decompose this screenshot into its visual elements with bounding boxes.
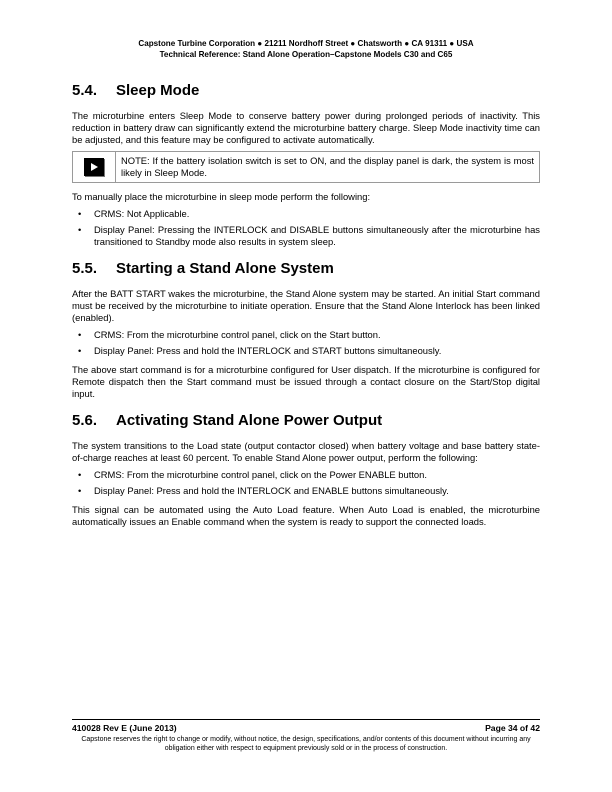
activating-intro: The system transitions to the Load state (output contactor closed) when battery voltage and base battery state-of-charge reaches at least 60 percent. To enable Stand Alone power output, perform the following: — [72, 440, 540, 463]
section-heading-sleep-mode — [72, 82, 540, 100]
page-footer — [72, 719, 540, 753]
sleep-mode-list — [72, 208, 540, 248]
document-id: 410028 Rev E (June 2013) — [72, 723, 177, 733]
section-title: Activating Stand Alone Power Output — [116, 412, 383, 429]
main-content — [72, 78, 540, 528]
starting-outro: The above start command is for a microturbine configured for User dispatch. If the microturbine is configured for Remote dispatch then the Start command must be issued through a contact closure on the Start/Stop digital input. — [72, 364, 540, 399]
header-reference-line: Technical Reference: Stand Alone Operation–Capstone Models C30 and C65 — [159, 50, 453, 59]
footer-row — [72, 723, 540, 734]
list-item: • Display Panel: Press and hold the INTERLOCK and ENABLE buttons simultaneously. — [78, 485, 449, 496]
note-box — [72, 151, 540, 183]
sleep-mode-lead: To manually place the microturbine in sleep mode perform the following: — [72, 191, 371, 202]
list-item: • CRMS: From the microturbine control panel, click on the Start button. — [78, 329, 381, 340]
note-icon-cell — [73, 152, 116, 182]
section-number: 5.6. — [72, 412, 98, 429]
note-text: NOTE: If the battery isolation switch is set to ON, and the display panel is dark, the system is most likely in Sleep Mode. — [121, 155, 534, 178]
footer-divider — [72, 719, 540, 720]
arrow-right-icon — [84, 158, 104, 176]
header-company-line: Capstone Turbine Corporation ● 21211 Nordhoff Street ● Chatsworth ● CA 91311 ● USA — [138, 39, 474, 48]
starting-list — [72, 329, 540, 357]
activating-outro: This signal can be automated using the Auto Load feature. When Auto Load is enabled, the microturbine automatically issues an Enable command when the system is ready to support the connected loads. — [72, 504, 540, 527]
list-item: • CRMS: Not Applicable. — [78, 208, 190, 219]
section-number: 5.5. — [72, 260, 98, 277]
list-item: • CRMS: From the microturbine control panel, click on the Power ENABLE button. — [78, 469, 427, 480]
page-number: Page 34 of 42 — [485, 723, 540, 733]
section-title: Starting a Stand Alone System — [116, 260, 334, 277]
list-item: • Display Panel: Pressing the INTERLOCK and DISABLE buttons simultaneously after the microturbine has transitioned to Standby mode also results in system sleep. — [78, 224, 540, 247]
page-header — [0, 38, 612, 60]
sleep-mode-intro: The microturbine enters Sleep Mode to conserve battery power during prolonged periods of inactivity. This reduction in battery draw can significantly extend the microturbine battery charge. Sleep Mode inactivity time can be adjusted, and this feature may be configured to activate automatically. — [72, 110, 540, 145]
section-title: Sleep Mode — [116, 82, 200, 99]
section-number: 5.4. — [72, 82, 98, 99]
section-heading-activating-power-output — [72, 412, 540, 430]
footer-disclaimer: Capstone reserves the right to change or modify, without notice, the design, specifications, and/or contents of this document without incurring any obligation either with respect to equipment previously sold or in the process of construction. — [81, 736, 531, 752]
section-heading-starting-stand-alone — [72, 260, 540, 278]
list-item: • Display Panel: Press and hold the INTERLOCK and START buttons simultaneously. — [78, 345, 442, 356]
starting-intro: After the BATT START wakes the microturbine, the Stand Alone system may be started. An initial Start command must be received by the microturbine to initiate operation. Ensure that the Stand Alone Interlock has been linked (enabled). — [72, 288, 540, 323]
activating-list — [72, 469, 540, 497]
